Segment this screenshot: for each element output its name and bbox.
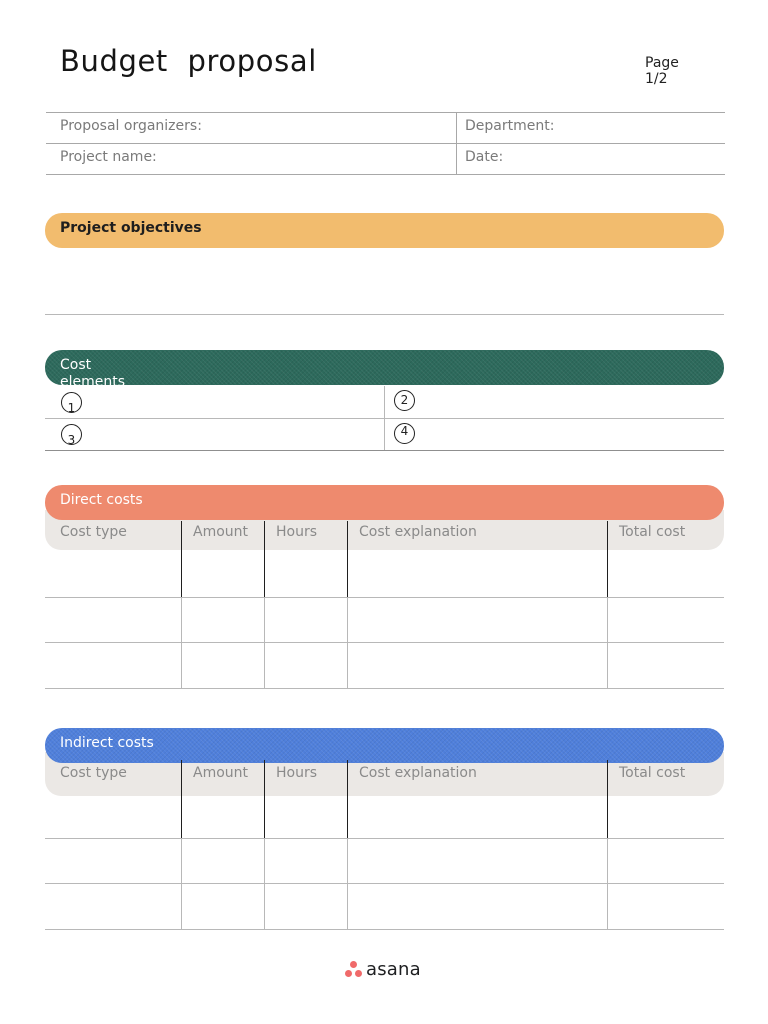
indirect-header-cost-type: Cost type [60, 765, 127, 781]
cost-element-2[interactable] [385, 387, 724, 418]
circled-number-4: 4 [394, 423, 415, 444]
direct-costs-row-2[interactable] [45, 598, 724, 642]
direct-costs-row-3[interactable] [45, 643, 724, 688]
info-grid-mid-line [46, 143, 725, 144]
info-grid-top-line [46, 112, 725, 113]
indirect-costs-label: Indirect costs [60, 735, 154, 751]
cost-elements-bottom-line [45, 450, 724, 451]
indirect-costs-row-2[interactable] [45, 839, 724, 883]
cost-elements-label: Cost elements [60, 357, 126, 390]
indirect-header-amount: Amount [193, 765, 249, 781]
direct-costs-header [45, 485, 724, 520]
cost-elements-header [45, 350, 724, 390]
indirect-costs-row-1[interactable] [45, 797, 724, 838]
indirect-costs-header [45, 728, 724, 763]
circled-number-2: 2 [394, 390, 415, 411]
asana-logo [344, 958, 421, 980]
project-objectives-field[interactable] [45, 250, 724, 314]
direct-costs-row-1[interactable] [45, 551, 724, 597]
page-number: 1/2 [645, 71, 668, 87]
direct-header-cost-type: Cost type [60, 524, 127, 540]
cost-element-1[interactable] [45, 387, 384, 418]
indirect-costs-row-3[interactable] [45, 884, 724, 929]
document-title: Budget proposal [60, 44, 317, 78]
page-label: Page [645, 55, 679, 71]
circled-number-1: 1 [61, 392, 82, 413]
indirect-row-line-3 [45, 929, 724, 930]
project-objectives-header [45, 213, 724, 248]
project-objectives-label: Project objectives [60, 220, 202, 236]
direct-header-hours: Hours [276, 524, 318, 540]
indirect-header-cost-explanation: Cost explanation [359, 765, 477, 781]
cost-element-4[interactable] [385, 419, 724, 450]
info-grid-bottom-line [46, 174, 725, 175]
project-name-field[interactable]: Project name: [60, 149, 157, 165]
cost-element-3[interactable] [45, 419, 384, 450]
direct-header-total-cost: Total cost [619, 524, 686, 540]
info-grid-divider [456, 112, 457, 175]
direct-row-line-3 [45, 688, 724, 689]
objectives-bottom-line [45, 314, 724, 315]
direct-header-cost-explanation: Cost explanation [359, 524, 477, 540]
direct-header-amount: Amount [193, 524, 249, 540]
circled-number-3: 3 [61, 424, 82, 445]
asana-dots-icon [344, 960, 363, 978]
asana-wordmark: asana [366, 958, 421, 980]
indirect-header-hours: Hours [276, 765, 318, 781]
department-field[interactable]: Department: [465, 118, 555, 134]
proposal-organizers-field[interactable]: Proposal organizers: [60, 118, 202, 134]
direct-costs-label: Direct costs [60, 492, 143, 508]
date-field[interactable]: Date: [465, 149, 504, 165]
indirect-header-total-cost: Total cost [619, 765, 686, 781]
